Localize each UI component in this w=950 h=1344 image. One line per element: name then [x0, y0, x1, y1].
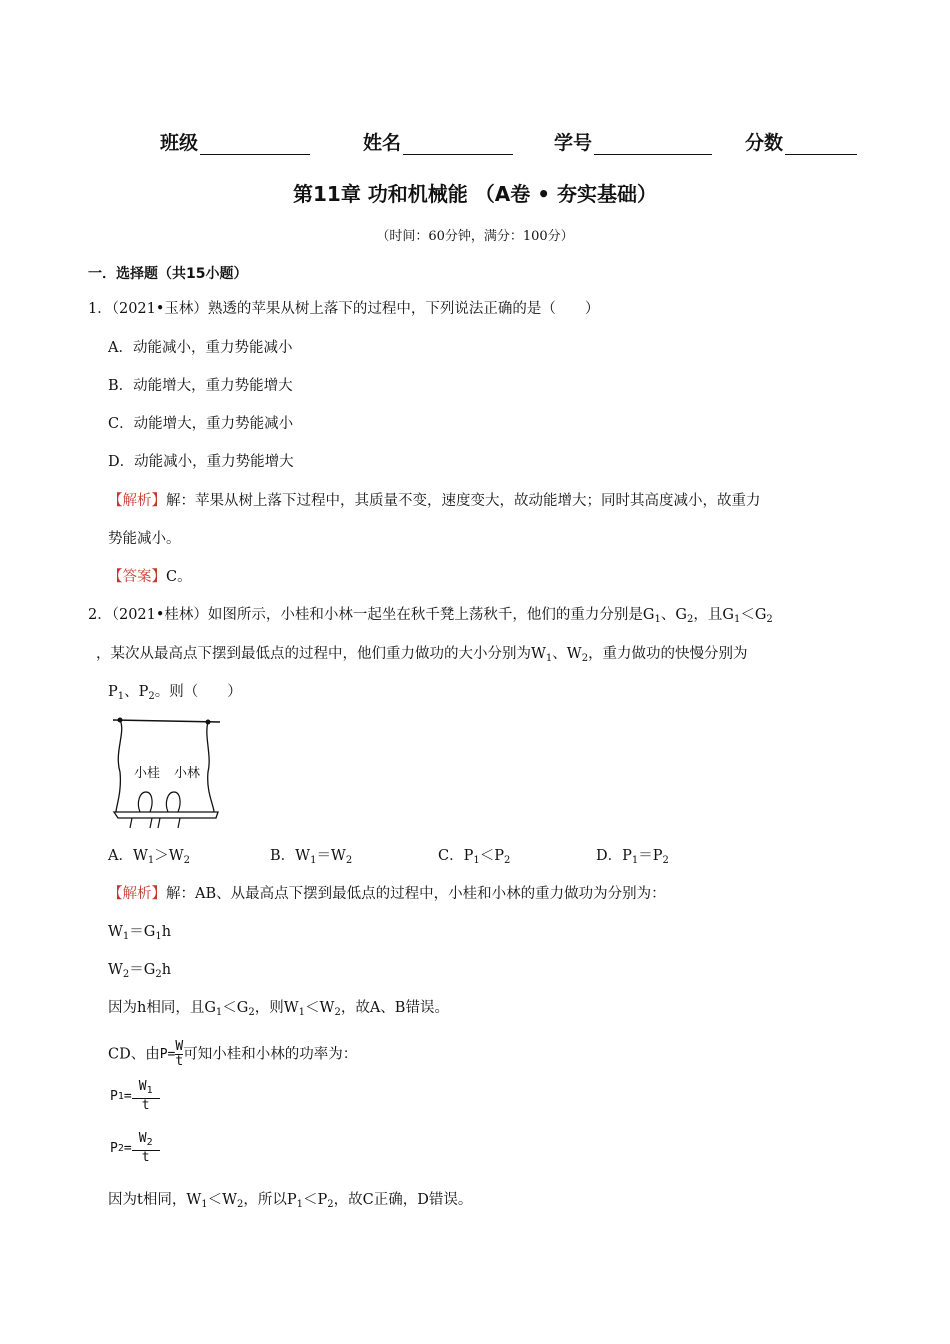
analysis-tag: 【解析】 [108, 886, 166, 902]
header-name [363, 128, 513, 155]
q1-option-c: C．动能增大，重力势能减小 [108, 416, 294, 432]
section-heading: 一．选择题（共15小题） [88, 266, 248, 282]
q2-option-b: B．$W_1=W_2$ [270, 848, 353, 866]
q2-w1-eq: $W_1=G_1h$ [108, 924, 172, 942]
power-formula: P= $\frac{W}{t}$ [159, 1039, 184, 1069]
q1-option-a: A．动能减小，重力势能减小 [108, 340, 293, 356]
id-label: 学号 [554, 132, 593, 154]
formula-lead: CD、由 [108, 1046, 160, 1063]
q2-option-a: A．$W_1>W_2$ [108, 848, 191, 866]
q2-option-c: C．$P_1<P_2$ [438, 848, 511, 866]
q1-analysis-cont: 势能减小。 [108, 531, 181, 547]
q2-stem-line3: $P_1$、$P_2$。则（ ） [108, 684, 242, 702]
q2-w-compare: 因为h相同，且$G_1<G_2$，则$W_1<W_2$，故A、B错误。 [108, 1000, 449, 1018]
score-label: 分数 [745, 132, 784, 154]
q1-answer [108, 567, 192, 587]
q2-stem-line2: ，某次从最高点下摆到最低点的过程中，他们重力做功的大小分别为$W_1$、$W_2$，重力做功的快慢分别为 [96, 646, 748, 664]
header-score [745, 128, 857, 155]
formula-tail: 可知小桂和小林的功率为： [183, 1046, 358, 1063]
q1-analysis [108, 491, 761, 511]
swing-figure [108, 712, 228, 832]
header-class [160, 128, 310, 155]
q2-conclusion: 因为t相同，$W_1<W_2$，所以$P_1<P_2$，故C正确，D错误。 [108, 1192, 473, 1210]
class-label: 班级 [160, 132, 199, 154]
name-label: 姓名 [363, 132, 402, 154]
q2-stem-line1: 2．（2021•桂林）如图所示，小桂和小林一起坐在秋千凳上荡秋千，他们的重力分别是$G_1$、$G_2$，且$G_1<G_2$ [88, 607, 773, 625]
swing-illustration [108, 712, 228, 832]
q1-analysis-text: 解：苹果从树上落下过程中，其质量不变，速度变大，故动能增大；同时其高度减小，故重力 [166, 493, 761, 509]
q1-stem: 1．（2021•玉林）熟透的苹果从树上落下的过程中，下列说法正确的是（ ） [88, 301, 600, 317]
score-blank [785, 134, 857, 155]
analysis-tag: 【解析】 [108, 493, 166, 509]
q2-analysis [108, 884, 666, 904]
figure-label-xiaogui: 小桂 [134, 766, 161, 781]
answer-tag: 【答案】 [108, 569, 166, 585]
figure-label-xiaolin: 小林 [174, 766, 201, 781]
q2-power-formula-line [108, 1040, 357, 1069]
q1-option-b: B．动能增大，重力势能增大 [108, 378, 293, 394]
page-title: 第11章 功和机械能 （A卷 • 夯实基础） [293, 182, 657, 206]
class-blank [200, 134, 310, 155]
q2-analysis-text: 解：AB、从最高点下摆到最低点的过程中，小桂和小林的重力做功为分别为： [166, 886, 666, 902]
id-blank [594, 134, 712, 155]
q2-w2-eq: $W_2=G_2h$ [108, 962, 172, 980]
name-blank [403, 134, 513, 155]
header-id [554, 128, 712, 155]
q1-option-d: D．动能减小，重力势能增大 [108, 454, 294, 470]
p2-formula: P 2 = $\frac{W_2}{t}$ [110, 1132, 160, 1165]
page-subtitle: （时间：60分钟，满分：100分） [376, 229, 574, 244]
p1-formula: P 1 = $\frac{W_1}{t}$ [110, 1080, 160, 1113]
q1-answer-text: C。 [166, 569, 192, 585]
q2-option-d: D．$P_1=P_2$ [596, 848, 669, 866]
